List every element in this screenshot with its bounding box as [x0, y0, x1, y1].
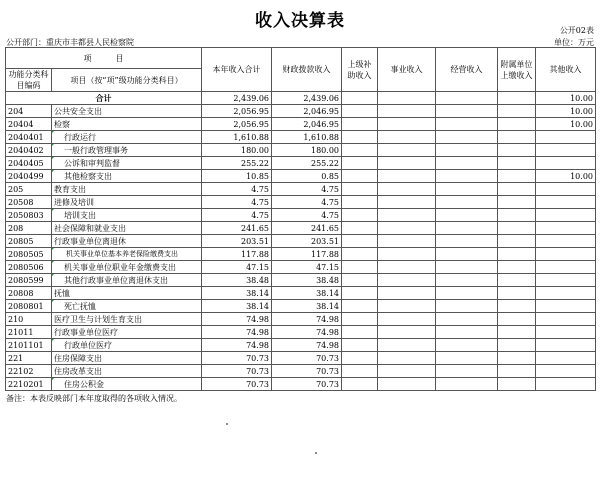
superior-subsidy-cell [342, 131, 378, 144]
other-income-cell [536, 131, 596, 144]
business-income-cell [378, 300, 436, 313]
business-income-cell [378, 131, 436, 144]
operating-income-cell [436, 352, 498, 365]
superior-subsidy-cell [342, 209, 378, 222]
project-name-cell [52, 300, 202, 313]
header-func-code: 功能分类科目编码 [6, 69, 52, 92]
table-row [6, 352, 596, 365]
project-name-text: 公诉和审判监督 [64, 158, 120, 168]
business-income-cell [378, 170, 436, 183]
other-income-cell [536, 235, 596, 248]
total-income-cell: 4.75 [202, 183, 272, 196]
total-income-cell: 4.75 [202, 209, 272, 222]
fiscal-grant-cell: 4.75 [272, 183, 342, 196]
table-row [6, 339, 596, 352]
other-income-cell [536, 261, 596, 274]
superior-subsidy-cell [342, 222, 378, 235]
operating-income-cell [436, 131, 498, 144]
business-income-cell [378, 261, 436, 274]
project-name-text: 进修及培训 [54, 197, 94, 207]
table-row [6, 235, 596, 248]
stray-dot [226, 423, 228, 425]
header-operating-income: 经营收入 [436, 48, 498, 92]
total-income-cell: 255.22 [202, 157, 272, 170]
other-income-cell [536, 209, 596, 222]
business-income-cell [378, 248, 436, 261]
fiscal-grant-cell: 38.48 [272, 274, 342, 287]
project-name-cell [52, 274, 202, 287]
superior-subsidy-cell [342, 196, 378, 209]
func-code-cell: 2040401 [6, 131, 52, 144]
project-name-text: 抚恤 [54, 288, 70, 298]
affiliated-turnover-cell [498, 183, 536, 196]
stray-dot [315, 452, 317, 454]
func-code-cell: 204 [6, 105, 52, 118]
affiliated-turnover-cell [498, 378, 536, 391]
table-row [6, 378, 596, 391]
other-income-cell [536, 352, 596, 365]
fiscal-grant-cell: 70.73 [272, 365, 342, 378]
project-name-text: 医疗卫生与计划生育支出 [54, 314, 142, 324]
department-label: 公开部门：重庆市丰都县人民检察院 [6, 38, 134, 47]
project-name-text: 住房保障支出 [54, 353, 102, 363]
fiscal-grant-cell: 74.98 [272, 339, 342, 352]
operating-income-cell [436, 235, 498, 248]
header-business-income: 事业收入 [378, 48, 436, 92]
business-income-cell [378, 157, 436, 170]
project-name-text: 死亡抚恤 [64, 301, 96, 311]
project-name-cell [52, 235, 202, 248]
project-name-cell [52, 170, 202, 183]
business-income-cell [378, 274, 436, 287]
affiliated-turnover-cell [498, 248, 536, 261]
operating-income-cell [436, 118, 498, 131]
affiliated-turnover-cell [498, 157, 536, 170]
business-income-cell [378, 222, 436, 235]
project-name-text: 社会保障和就业支出 [54, 223, 126, 233]
fiscal-grant-cell: 180.00 [272, 144, 342, 157]
total-income-cell: 117.88 [202, 248, 272, 261]
project-name-cell [52, 196, 202, 209]
superior-subsidy-cell [342, 118, 378, 131]
superior-subsidy-cell [342, 287, 378, 300]
other-income-cell [536, 378, 596, 391]
footnote: 备注：本表反映部门本年度取得的各项收入情况。 [6, 394, 182, 403]
project-name-text: 行政运行 [64, 132, 96, 142]
superior-subsidy-cell [342, 300, 378, 313]
fiscal-grant-cell: 38.14 [272, 300, 342, 313]
other-income-cell [536, 248, 596, 261]
affiliated-turnover-cell [498, 235, 536, 248]
project-name-cell [52, 131, 202, 144]
func-code-cell: 205 [6, 183, 52, 196]
form-number: 公开02表 [559, 26, 594, 35]
total-income-cell: 2,056.95 [202, 105, 272, 118]
affiliated-turnover-cell [498, 365, 536, 378]
affiliated-turnover-cell [498, 300, 536, 313]
other-income-cell [536, 274, 596, 287]
superior-subsidy-cell [342, 105, 378, 118]
cell-marker-icon [52, 261, 56, 265]
func-code-cell: 20508 [6, 196, 52, 209]
cell-marker-icon [52, 300, 56, 304]
project-name-text: 其他检察支出 [64, 171, 112, 181]
other-income-cell [536, 183, 596, 196]
total-other-value: 10.00 [536, 92, 596, 105]
func-code-cell: 221 [6, 352, 52, 365]
project-name-cell [52, 183, 202, 196]
project-name-cell [52, 144, 202, 157]
project-name-text: 其他行政事业单位离退休支出 [64, 275, 168, 285]
table-row [6, 326, 596, 339]
affiliated-turnover-cell [498, 170, 536, 183]
table-row [6, 313, 596, 326]
unit-label: 单位：万元 [554, 38, 594, 47]
affiliated-turnover-cell [498, 144, 536, 157]
func-code-cell: 2080599 [6, 274, 52, 287]
total-income-cell: 47.15 [202, 261, 272, 274]
operating-income-cell [436, 365, 498, 378]
project-name-cell [52, 105, 202, 118]
func-code-cell: 22102 [6, 365, 52, 378]
func-code-cell: 2101101 [6, 339, 52, 352]
table-row [6, 287, 596, 300]
total-income-cell: 38.14 [202, 287, 272, 300]
superior-subsidy-cell [342, 339, 378, 352]
superior-subsidy-cell [342, 313, 378, 326]
project-name-text: 行政事业单位医疗 [54, 327, 118, 337]
fiscal-grant-cell: 203.51 [272, 235, 342, 248]
operating-income-cell [436, 157, 498, 170]
project-name-text: 住房公积金 [64, 379, 104, 389]
func-code-cell: 2040499 [6, 170, 52, 183]
total-income-cell: 70.73 [202, 352, 272, 365]
table-row [6, 157, 596, 170]
table-row [6, 365, 596, 378]
business-income-cell [378, 196, 436, 209]
func-code-cell: 210 [6, 313, 52, 326]
operating-income-cell [436, 183, 498, 196]
affiliated-turnover-cell [498, 209, 536, 222]
cell-marker-icon [52, 144, 56, 148]
business-income-cell [378, 118, 436, 131]
fiscal-grant-cell: 241.65 [272, 222, 342, 235]
table-row [6, 183, 596, 196]
table-row [6, 196, 596, 209]
operating-income-cell [436, 261, 498, 274]
fiscal-grant-cell: 255.22 [272, 157, 342, 170]
project-name-text: 一般行政管理事务 [64, 145, 128, 155]
total-income-cell: 70.73 [202, 365, 272, 378]
project-name-text: 行政单位医疗 [64, 340, 112, 350]
func-code-cell: 21011 [6, 326, 52, 339]
fiscal-grant-cell: 0.85 [272, 170, 342, 183]
header-total-income: 本年收入合计 [202, 48, 272, 92]
superior-subsidy-cell [342, 352, 378, 365]
table-row [6, 274, 596, 287]
other-income-cell [536, 339, 596, 352]
business-income-cell [378, 105, 436, 118]
project-name-cell [52, 378, 202, 391]
total-income-cell: 10.85 [202, 170, 272, 183]
fiscal-grant-cell: 38.14 [272, 287, 342, 300]
superior-subsidy-cell [342, 144, 378, 157]
project-name-cell [52, 313, 202, 326]
project-name-cell [52, 352, 202, 365]
other-income-cell: 10.00 [536, 105, 596, 118]
total-income-cell: 74.98 [202, 339, 272, 352]
project-name-text: 住房改革支出 [54, 366, 102, 376]
operating-income-cell [436, 196, 498, 209]
business-income-cell [378, 183, 436, 196]
fiscal-grant-cell: 4.75 [272, 196, 342, 209]
func-code-cell: 2080801 [6, 300, 52, 313]
operating-income-cell [436, 313, 498, 326]
table-row [6, 118, 596, 131]
func-code-cell: 2080505 [6, 248, 52, 261]
project-name-cell [52, 209, 202, 222]
other-income-cell [536, 326, 596, 339]
func-code-cell: 2080506 [6, 261, 52, 274]
header-project-name: 项目（按“项”级功能分类科目） [52, 69, 202, 92]
total-label: 合计 [6, 92, 202, 105]
project-name-text: 公共安全支出 [54, 106, 102, 116]
fiscal-grant-cell: 2,046.95 [272, 118, 342, 131]
project-name-text: 检察 [54, 119, 70, 129]
fiscal-grant-cell: 2,046.95 [272, 105, 342, 118]
operating-income-cell [436, 144, 498, 157]
other-income-cell [536, 313, 596, 326]
table-row [6, 209, 596, 222]
total-income-cell: 180.00 [202, 144, 272, 157]
table-row [6, 248, 596, 261]
header-affiliated-turnover: 附属单位上缴收入 [498, 48, 536, 92]
other-income-cell [536, 144, 596, 157]
business-income-cell [378, 365, 436, 378]
total-fiscal-value: 2,439.06 [272, 92, 342, 105]
project-name-cell [52, 261, 202, 274]
total-income-cell: 74.98 [202, 326, 272, 339]
func-code-cell: 2050803 [6, 209, 52, 222]
project-name-text: 行政事业单位离退休 [54, 236, 126, 246]
superior-subsidy-cell [342, 261, 378, 274]
affiliated-turnover-cell [498, 105, 536, 118]
operating-income-cell [436, 222, 498, 235]
project-name-cell [52, 326, 202, 339]
operating-income-cell [436, 339, 498, 352]
project-name-text: 教育支出 [54, 184, 86, 194]
superior-subsidy-cell [342, 157, 378, 170]
affiliated-turnover-cell [498, 131, 536, 144]
business-income-cell [378, 287, 436, 300]
table-row [6, 170, 596, 183]
superior-subsidy-cell [342, 326, 378, 339]
affiliated-turnover-cell [498, 339, 536, 352]
project-name-cell [52, 287, 202, 300]
header-project: 项 目 [6, 48, 202, 69]
superior-subsidy-cell [342, 235, 378, 248]
cell-marker-icon [52, 339, 56, 343]
operating-income-cell [436, 248, 498, 261]
fiscal-grant-cell: 74.98 [272, 313, 342, 326]
table-row [6, 131, 596, 144]
affiliated-turnover-cell [498, 313, 536, 326]
table-row [6, 144, 596, 157]
other-income-cell [536, 196, 596, 209]
total-income-cell: 70.73 [202, 378, 272, 391]
func-code-cell: 20808 [6, 287, 52, 300]
superior-subsidy-cell [342, 248, 378, 261]
report-title: 收入决算表 [255, 11, 345, 31]
superior-subsidy-cell [342, 378, 378, 391]
func-code-cell: 2210201 [6, 378, 52, 391]
operating-income-cell [436, 274, 498, 287]
table-row [6, 222, 596, 235]
table-row [6, 300, 596, 313]
total-income-cell: 74.98 [202, 313, 272, 326]
header-other-income: 其他收入 [536, 48, 596, 92]
other-income-cell [536, 222, 596, 235]
cell-marker-icon [52, 170, 56, 174]
operating-income-cell [436, 300, 498, 313]
fiscal-grant-cell: 70.73 [272, 352, 342, 365]
fiscal-grant-cell: 1,610.88 [272, 131, 342, 144]
fiscal-grant-cell: 117.88 [272, 248, 342, 261]
business-income-cell [378, 339, 436, 352]
superior-subsidy-cell [342, 183, 378, 196]
cell-marker-icon [52, 209, 56, 213]
affiliated-turnover-cell [498, 118, 536, 131]
operating-income-cell [436, 105, 498, 118]
affiliated-turnover-cell [498, 261, 536, 274]
other-income-cell [536, 287, 596, 300]
project-name-cell [52, 365, 202, 378]
cell-marker-icon [52, 378, 56, 382]
business-income-cell [378, 209, 436, 222]
project-name-cell [52, 339, 202, 352]
project-name-text: 机关事业单位基本养老保险缴费支出 [66, 250, 178, 258]
other-income-cell: 10.00 [536, 118, 596, 131]
fiscal-grant-cell: 70.73 [272, 378, 342, 391]
other-income-cell [536, 157, 596, 170]
business-income-cell [378, 326, 436, 339]
project-name-text: 机关事业单位职业年金缴费支出 [64, 262, 176, 272]
affiliated-turnover-cell [498, 287, 536, 300]
total-income-cell: 38.14 [202, 300, 272, 313]
total-income-cell: 1,610.88 [202, 131, 272, 144]
cell-marker-icon [52, 157, 56, 161]
superior-subsidy-cell [342, 365, 378, 378]
affiliated-turnover-cell [498, 352, 536, 365]
business-income-cell [378, 235, 436, 248]
total-income-cell: 38.48 [202, 274, 272, 287]
business-income-cell [378, 144, 436, 157]
fiscal-grant-cell: 47.15 [272, 261, 342, 274]
affiliated-turnover-cell [498, 222, 536, 235]
project-name-text: 培训支出 [64, 210, 96, 220]
total-income-cell: 2,056.95 [202, 118, 272, 131]
fiscal-grant-cell: 4.75 [272, 209, 342, 222]
other-income-cell [536, 300, 596, 313]
project-name-cell [52, 222, 202, 235]
business-income-cell [378, 313, 436, 326]
total-income-cell: 4.75 [202, 196, 272, 209]
affiliated-turnover-cell [498, 274, 536, 287]
func-code-cell: 2040402 [6, 144, 52, 157]
cell-marker-icon [52, 131, 56, 135]
superior-subsidy-cell [342, 274, 378, 287]
total-income-cell: 241.65 [202, 222, 272, 235]
total-income-cell: 203.51 [202, 235, 272, 248]
cell-marker-icon [52, 274, 56, 278]
business-income-cell [378, 352, 436, 365]
project-name-cell [52, 118, 202, 131]
func-code-cell: 208 [6, 222, 52, 235]
total-row [6, 92, 596, 105]
project-name-cell [52, 248, 202, 261]
table-row [6, 261, 596, 274]
project-name-cell [52, 157, 202, 170]
other-income-cell: 10.00 [536, 170, 596, 183]
func-code-cell: 2040405 [6, 157, 52, 170]
operating-income-cell [436, 209, 498, 222]
other-income-cell [536, 365, 596, 378]
header-fiscal-grant: 财政拨款收入 [272, 48, 342, 92]
operating-income-cell [436, 170, 498, 183]
affiliated-turnover-cell [498, 196, 536, 209]
func-code-cell: 20404 [6, 118, 52, 131]
total-income-value: 2,439.06 [202, 92, 272, 105]
operating-income-cell [436, 326, 498, 339]
header-superior-subsidy: 上级补助收入 [342, 48, 378, 92]
affiliated-turnover-cell [498, 326, 536, 339]
income-table [5, 47, 596, 391]
fiscal-grant-cell: 74.98 [272, 326, 342, 339]
cell-marker-icon [52, 248, 56, 252]
operating-income-cell [436, 378, 498, 391]
business-income-cell [378, 378, 436, 391]
func-code-cell: 20805 [6, 235, 52, 248]
superior-subsidy-cell [342, 170, 378, 183]
table-row [6, 105, 596, 118]
operating-income-cell [436, 287, 498, 300]
